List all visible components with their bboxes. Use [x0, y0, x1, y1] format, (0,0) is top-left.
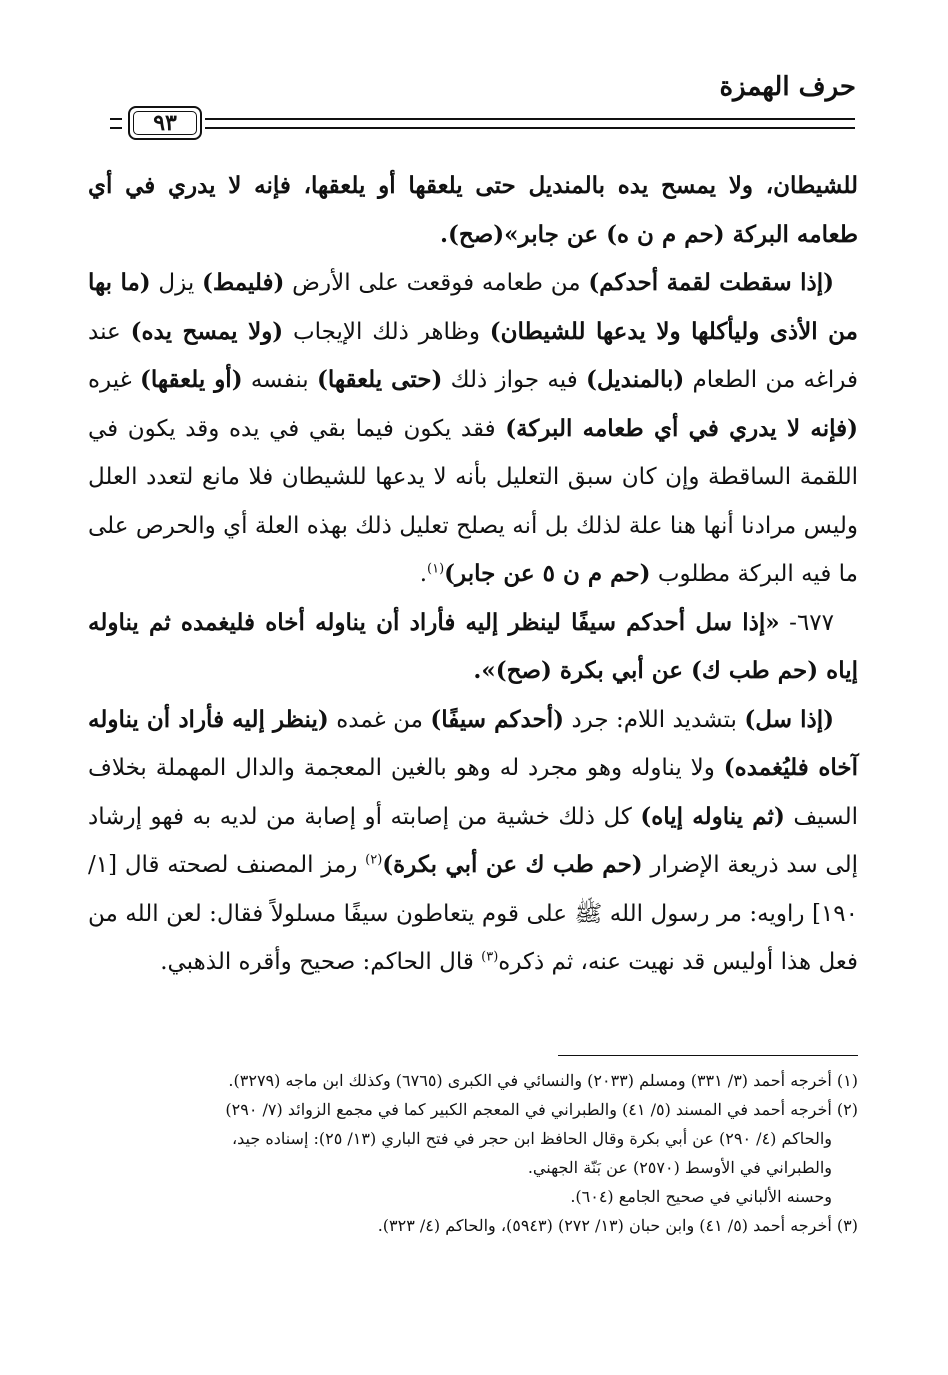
bold-text: (أحدكم سيفًا)	[430, 705, 565, 733]
text-run: بنفسه	[242, 367, 317, 393]
bold-text: (ما بها من الأذى وليأكلها ولا يدعها للشيطان)	[88, 269, 858, 345]
text-run: عند فراغه من الطعام	[88, 318, 858, 393]
text-run: رمز المصنف لصحته قال [١/ ١٩٠] راويه: مر رسول الله ﷺ على قوم يتعاطون سيفًا مسلولاً فقال: لعن الله من فعل هذا أوليس قد نهيت عنه، ثم ذكره	[88, 852, 858, 975]
bold-text: (ولا يمسح يده)	[130, 317, 284, 345]
bold-text: للشيطان، ولا يمسح يده بالمنديل حتى يلعقها أو يلعقها، فإنه لا يدري في أي طعامه البركة (حم م ن ه) عن جابر»(صح).	[88, 172, 858, 248]
bold-text: (بالمنديل)	[585, 366, 685, 393]
text-run: ولا يناوله وهو مجرد له وهو بالغين المعجمة والدال المهملة بخلاف السيف	[88, 755, 858, 830]
footnote-ref[interactable]: (٣)	[481, 949, 499, 965]
bold-text: (أو يلعقها)	[139, 366, 243, 393]
footnote: وحسنه الألباني في صحيح الجامع (٦٠٤).	[570, 1187, 832, 1206]
footnotes	[88, 1066, 858, 1240]
bold-text: (إذا سل)	[744, 705, 834, 733]
bold-text: «إذا سل أحدكم سيفًا لينظر إليه فأراد أن يناوله أخاه فليغمده ثم يناوله إياه (حم طب ك) عن أبي بكرة (صح)».	[88, 608, 858, 684]
footnote: (٢) أخرجه أحمد في المسند (٥/ ٤١) والطبراني في المعجم الكبير كما في مجمع الزوائد (٧/ ٢٩٠)	[225, 1100, 858, 1119]
bold-text: (حتى يلعقها)	[316, 366, 443, 393]
text-run: بتشديد اللام: جرد	[564, 706, 745, 733]
footnote: (٣) أخرجه أحمد (٥/ ٤١) وابن حبان (١٣/ ٢٧٢) (٥٩٤٣)، والحاكم (٤/ ٣٢٣).	[377, 1216, 858, 1235]
text-run: من غمده	[328, 706, 431, 733]
text-run: من طعامه فوقعت على الأرض	[284, 270, 589, 296]
text-run: قال الحاكم: صحيح وأقره الذهبي.	[160, 949, 482, 975]
bold-text: (حم م ن ٥ عن جابر)	[444, 560, 651, 587]
bold-text: (فإنه لا يدري في أي طعامه البركة)	[505, 414, 858, 442]
text-run: وظاهر ذلك الإيجاب	[283, 318, 490, 345]
text-run: فيه جواز ذلك	[442, 367, 586, 393]
footnote-ref[interactable]: (١)	[427, 561, 445, 577]
text-run: ٦٧٧-	[779, 609, 834, 636]
paragraph	[88, 696, 858, 987]
bold-text: (ثم يناوله إياه)	[640, 802, 785, 830]
bold-text: (إذا سقطت لقمة أحدكم)	[588, 269, 834, 296]
paragraph	[88, 162, 858, 259]
text-run: يزل	[150, 270, 202, 296]
footnote: والطبراني في الأوسط (٢٥٧٠) عن بَنّة الجهني.	[527, 1158, 832, 1177]
text-run: .	[419, 561, 427, 587]
text-run: غيره	[88, 367, 140, 393]
bold-text: (ينظر إليه فأراد أن يناوله آخاه فليُغمده)	[88, 705, 859, 781]
main-text	[88, 162, 858, 987]
footnote-ref[interactable]: (٢)	[365, 852, 383, 868]
header-rule	[110, 110, 855, 140]
text-run: كل ذلك خشية من إصابته أو إصابة من لديه به فهو إرشاد إلى سد ذريعة الإضرار	[88, 803, 858, 878]
running-header: حرف الهمزة	[719, 72, 856, 102]
page-number: ٩٣	[128, 106, 202, 140]
footnote-separator	[558, 1055, 858, 1056]
footnote: (١) أخرجه أحمد (٣/ ٣٣١) ومسلم (٢٠٣٣) والنسائي في الكبرى (٦٧٦٥) وكذلك ابن ماجه (٣٢٧٩).	[228, 1071, 858, 1090]
bold-text: (فليمط)	[201, 269, 285, 296]
footnote: والحاكم (٤/ ٢٩٠) عن أبي بكرة وقال الحافظ ابن حجر في فتح الباري (١٣/ ٢٥): إسناده جيد،	[231, 1129, 832, 1148]
paragraph	[88, 599, 858, 696]
rule-left-segment	[110, 118, 122, 129]
bold-text: (حم طب ك عن أبي بكرة)	[382, 851, 643, 878]
paragraph	[88, 259, 858, 599]
text-run: فقد يكون فيما بقي في يده وقد يكون في اللقمة الساقطة وإن كان سبق التعليل بأنه لا يدعها للشيطان فلا مانع لتعدد العلل وليس مرادنا أنها هنا علة لذلك بل أنه يصلح تعليل ذلك بهذه العلة أي والحرص على ما فيه البركة مطلوب	[88, 415, 858, 587]
double-rule	[205, 118, 855, 129]
